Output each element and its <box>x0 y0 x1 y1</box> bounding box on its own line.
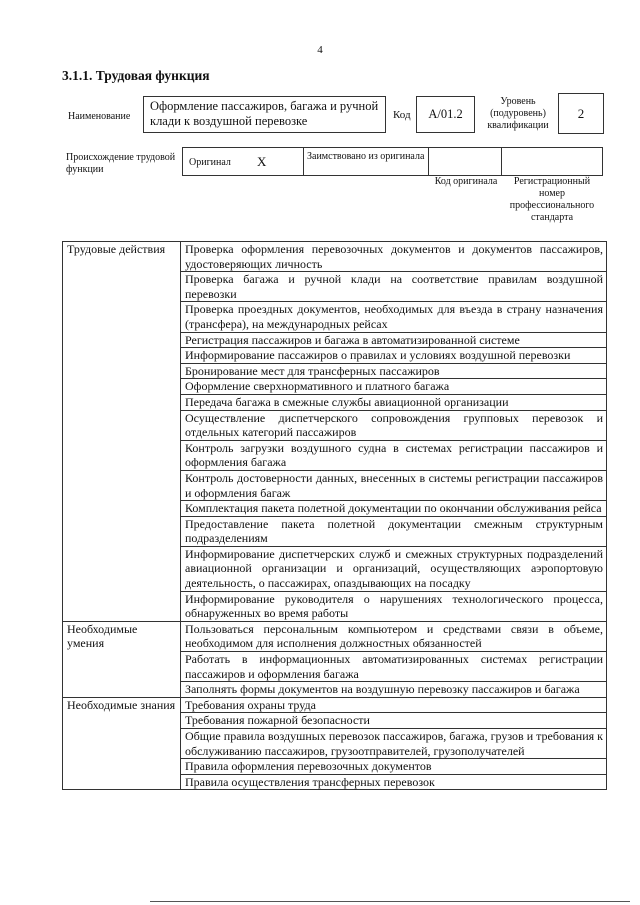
registration-number-label: Регистрационный номер профессионального стандарта <box>509 176 595 223</box>
competency-table <box>62 241 607 790</box>
section-item: Регистрация пассажиров и багажа в автоматизированной системе <box>181 332 607 348</box>
section-item: Осуществление диспетчерского сопровождения групповых перевозок и отдельных категорий пассажиров <box>181 410 607 440</box>
section-item: Проверка проездных документов, необходимых для въезда в страну назначения (трансфера), на международных рейсах <box>181 302 607 332</box>
section-item: Общие правила воздушных перевозок пассажиров, багажа, грузов и требования к обслуживанию пассажиров, грузоотправителей, грузополучателей <box>181 729 607 759</box>
section-item: Проверка оформления перевозочных документов и документов пассажиров, удостоверяющих личность <box>181 242 607 272</box>
section-item: Бронирование мест для трансферных пассажиров <box>181 363 607 379</box>
section-heading: 3.1.1. Трудовая функция <box>62 68 210 83</box>
section-item: Правила оформления перевозочных документов <box>181 759 607 775</box>
section-item: Пользоваться персональным компьютером и средствами связи в объеме, необходимом для исполнения должностных обязанностей <box>181 621 607 651</box>
section-title: Трудовые действия <box>63 242 181 622</box>
section-item: Правила осуществления трансферных перевозок <box>181 774 607 790</box>
origin-label: Происхождение трудовой функции <box>66 152 176 175</box>
code-original-label: Код оригинала <box>434 176 498 187</box>
qualification-level: 2 <box>558 93 604 134</box>
name-label: Наименование <box>68 111 131 122</box>
code-label: Код <box>393 109 411 121</box>
section-item: Контроль достоверности данных, внесенных в системы регистрации пассажиров и оформления багаж <box>181 470 607 500</box>
table-row <box>63 242 607 272</box>
section-item: Требования охраны труда <box>181 697 607 713</box>
section-item: Оформление сверхнормативного и платного багажа <box>181 379 607 395</box>
section-title: Необходимые знания <box>63 697 181 790</box>
table-row <box>63 697 607 713</box>
table-row <box>63 621 607 651</box>
section-item: Комплектация пакета полетной документации по окончании обслуживания рейса <box>181 501 607 517</box>
section-item: Предоставление пакета полетной документации смежным структурным подразделениям <box>181 516 607 546</box>
bottom-line <box>150 901 630 902</box>
divider <box>303 148 304 175</box>
function-name: Оформление пассажиров, багажа и ручной клади к воздушной перевозке <box>143 96 386 133</box>
section-item: Информирование руководителя о нарушениях технологического процесса, обнаруженных во время работы <box>181 591 607 621</box>
section-item: Заполнять формы документов на воздушную перевозку пассажиров и багажа <box>181 682 607 698</box>
section-item: Информирование диспетчерских служб и смежных структурных подразделений авиационной организации и организаций, осуществляющих аэропортовую деятельность, о пассажирах, опаздывающих на посадку <box>181 546 607 591</box>
divider <box>501 148 502 175</box>
section-title: Необходимые умения <box>63 621 181 697</box>
section-item: Информирование пассажиров о правилах и условиях воздушной перевозки <box>181 348 607 364</box>
section-item: Требования пожарной безопасности <box>181 713 607 729</box>
section-item: Передача багажа в смежные службы авиационной организации <box>181 394 607 410</box>
section-item: Проверка багажа и ручной клади на соответствие правилам воздушной перевозки <box>181 272 607 302</box>
borrowed-label: Заимствовано из оригинала <box>307 151 425 162</box>
original-mark: X <box>257 154 267 169</box>
page-number: 4 <box>317 44 323 56</box>
original-label: Оригинал <box>189 157 231 168</box>
level-label: Уровень (подуровень) квалификации <box>487 96 549 131</box>
section-item: Работать в информационных автоматизированных системах регистрации пассажиров и оформления багажа <box>181 652 607 682</box>
divider <box>428 148 429 175</box>
section-item: Контроль загрузки воздушного судна в системах регистрации пассажиров и оформления багажа <box>181 440 607 470</box>
function-code: А/01.2 <box>416 96 475 133</box>
origin-table <box>182 147 603 176</box>
